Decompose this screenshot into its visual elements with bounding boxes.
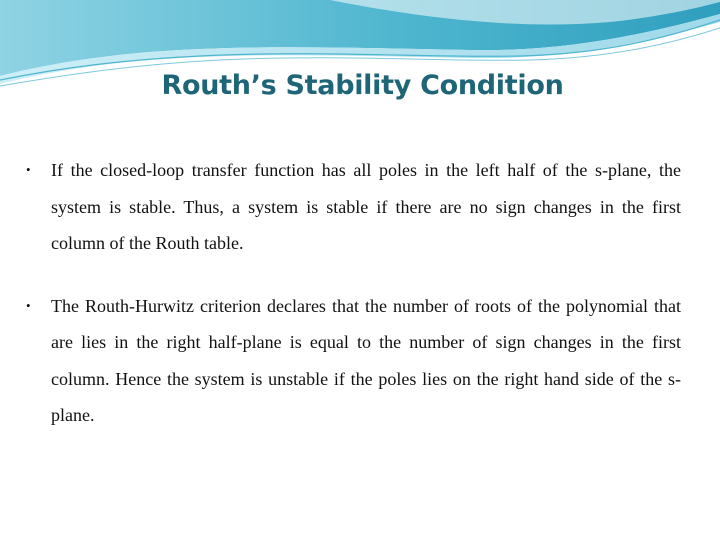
bullet-list (26, 152, 681, 434)
bullet-text: If the closed-loop transfer function has all poles in the left half of the s-plane, the system is stable. Thus, a system is stable if there are no sign changes in the first column of the Routh table. (51, 160, 681, 253)
bullet-dot-icon: • (26, 162, 31, 177)
bullet-item (26, 152, 681, 262)
bullet-dot-icon: • (26, 297, 31, 313)
bullet-text: The Routh-Hurwitz criterion declares that the number of roots of the polynomial that are lies in the right half-plane is equal to the number of sign changes in the first column. Hence the system is unstable if the poles lies on the right hand side of the s-plane. (51, 295, 681, 425)
bullet-item (26, 288, 681, 434)
slide-title: Routh’s Stability Condition (161, 70, 564, 101)
